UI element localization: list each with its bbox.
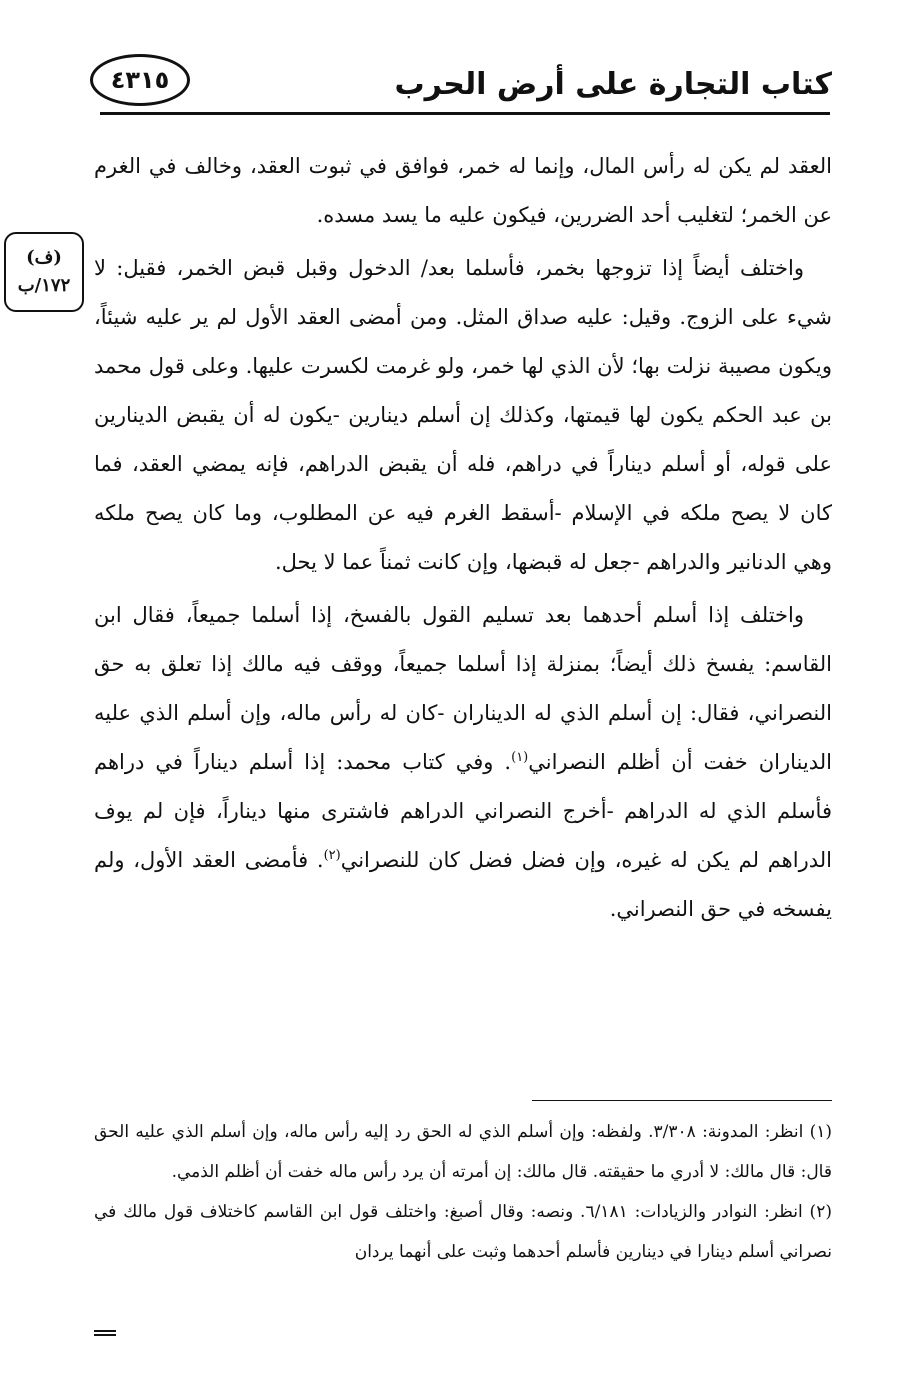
paragraph-2	[94, 244, 832, 587]
footnote-divider	[532, 1100, 832, 1101]
paragraph-1	[94, 142, 832, 240]
manuscript-folio-note	[4, 232, 84, 312]
folio-note-line2: ١٧٢/ب	[17, 275, 71, 296]
footnote-2: (٢) انظر: النوادر والزيادات: ٦/١٨١. ونصه: وقال أصبغ: واختلف قول ابن القاسم كاختلاف قول مالك في نصراني أسلم دينارا في دينارين فأسلم أحدهما وثبت على أنهما يردان	[94, 1202, 832, 1262]
footnote-1: (١) انظر: المدونة: ٣/٣٠٨. ولفظه: وإن أسلم الذي له الحق رد إليه رأس ماله، وإن أسلم الذي عليه الحق قال: قال مالك: لا أدري ما حقيقته. قال مالك: إن أمرته أن يرد رأس ماله خفت أن أظلم الذمي.	[94, 1122, 833, 1182]
header-divider	[100, 112, 830, 115]
paragraph-3	[94, 591, 832, 934]
folio-note-line1: (ف)	[26, 247, 62, 268]
continuation-mark	[94, 1330, 116, 1336]
footnote-ref-2[interactable]: (٢)	[323, 848, 341, 863]
running-header-title: كتاب التجارة على أرض الحرب	[394, 67, 832, 102]
paragraph-3-text-c: . فأمضى العقد الأول، ولم يفسخه في حق النصراني.	[94, 848, 832, 921]
page-number-oval	[90, 54, 190, 106]
paragraph-3-text-b: . وفي كتاب محمد: إذا أسلم ديناراً في دراهم فأسلم الذي له الدراهم -أخرج النصراني الدراهم فاشترى منها ديناراً، فإن لم يوف الدراهم لم يكن له غيره، وإن فضل فضل كان للنصراني	[94, 750, 832, 872]
page-number: ٤٣١٥	[110, 66, 170, 94]
footnote-ref-1[interactable]: (١)	[511, 750, 529, 765]
paragraph-1-text: العقد لم يكن له رأس المال، وإنما له خمر، فوافق في ثبوت العقد، وخالف في الغرم عن الخمر؛ لتغليب أحد الضررين، فيكون عليه ما يسد مسده.	[94, 154, 832, 227]
main-text	[94, 142, 832, 938]
paragraph-2-text: واختلف أيضاً إذا تزوجها بخمر، فأسلما بعد/ الدخول وقبل قبض الخمر، فقيل: لا شيء على الزوج. وقيل: عليه صداق المثل. ومن أمضى العقد الأول لم ير عليه شيئاً، ويكون مصيبة نزلت بها؛ لأن الذي لها خمر، ولو غرمت لكسرت عليها. وعلى قول محمد بن عبد الحكم يكون لها قيمتها، وكذلك إن أسلم دينارين -يكون له أن يقبض الدينارين على قوله، أو أسلم ديناراً في دراهم، فله أن يقبض الدراهم، فإنه يمضي العقد، فما كان لا يصح ملكه في الإسلام -أسقط الغرم فيه عن المطلوب، وما كان يصح ملكه وهي الدنانير والدراهم -جعل له قبضها، وإن كانت ثمناً عما لا يحل.	[94, 256, 832, 574]
footnotes	[94, 1112, 832, 1272]
paragraph-3-text-a: واختلف إذا أسلم أحدهما بعد تسليم القول بالفسخ، إذا أسلما جميعاً، فقال ابن القاسم: يفسخ ذلك أيضاً؛ بمنزلة إذا أسلما جميعاً، ووقف فيه مالك إذا تعلق به حق النصراني، فقال: إن أسلم الذي له الديناران -كان له رأس ماله، وإن أسلم الذي عليه الديناران خفت أن أظلم النصراني	[94, 603, 833, 774]
